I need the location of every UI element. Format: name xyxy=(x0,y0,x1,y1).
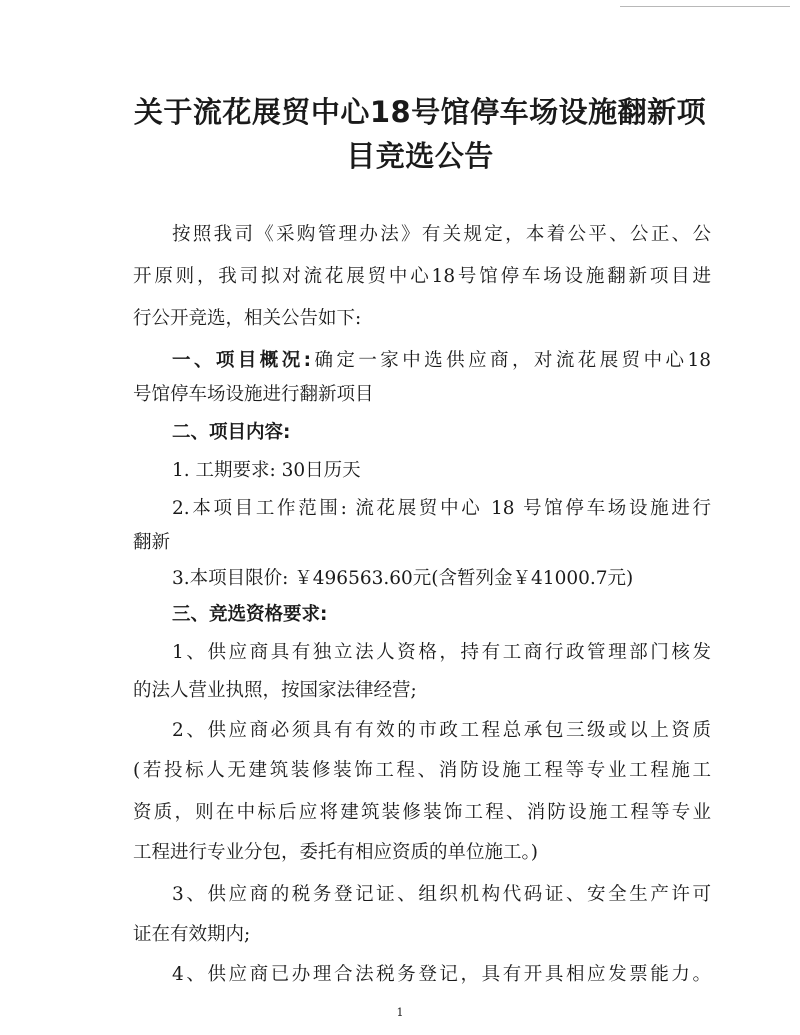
intro-line-3: 行公开竞选，相关公告如下: xyxy=(133,308,362,329)
requirement-2-line-1: 2、供应商必须具有有效的市政工程总承包三级或以上资质 xyxy=(172,720,711,741)
section-2-item-1: 1. 工期要求: 30日历天 xyxy=(172,460,361,481)
section-1-text-line-1: 确定一家中选供应商，对流花展贸中心18 xyxy=(311,350,711,371)
requirement-1-line-2: 的法人营业执照，按国家法律经营; xyxy=(133,680,417,701)
section-1-first-line xyxy=(172,348,711,374)
requirement-3-line-2: 证在有效期内; xyxy=(133,924,251,945)
section-1-text-line-2: 号馆停车场设施进行翻新项目 xyxy=(133,384,374,405)
requirement-1-line-1: 1、供应商具有独立法人资格，持有工商行政管理部门核发 xyxy=(172,642,711,663)
section-2-item-2-line-2: 翻新 xyxy=(133,532,171,553)
section-2-item-3: 3.本项目限价: ￥496563.60元(含暂列金￥41000.7元) xyxy=(172,568,634,589)
document-title-line-2: 目竞选公告 xyxy=(346,139,494,173)
intro-line-2: 开原则，我司拟对流花展贸中心18号馆停车场设施翻新项目进 xyxy=(133,266,711,287)
section-2-item-2-line-1: 2.本项目工作范围: 流花展贸中心 18 号馆停车场设施进行 xyxy=(172,498,711,519)
requirement-4-line-1: 4、供应商已办理合法税务登记，具有开具相应发票能力。 xyxy=(172,964,711,985)
document-title-line-1: 关于流花展贸中心18号馆停车场设施翻新项 xyxy=(133,95,707,129)
intro-line-1: 按照我司《采购管理办法》有关规定，本着公平、公正、公 xyxy=(172,224,711,245)
requirement-2-line-2: (若投标人无建筑装修装饰工程、消防设施工程等专业工程施工 xyxy=(133,760,711,781)
section-3-heading: 三、竞选资格要求: xyxy=(172,604,328,625)
requirement-3-line-1: 3、供应商的税务登记证、组织机构代码证、安全生产许可 xyxy=(172,884,711,905)
section-2-heading: 二、项目内容: xyxy=(172,422,291,443)
requirement-2-line-3: 资质，则在中标后应将建筑装修装饰工程、消防设施工程等专业 xyxy=(133,802,711,823)
page-number: 1 xyxy=(396,1006,404,1019)
section-1-heading: 一、项目概况: xyxy=(172,350,312,371)
requirement-2-line-4: 工程进行专业分包，委托有相应资质的单位施工。) xyxy=(133,842,538,863)
